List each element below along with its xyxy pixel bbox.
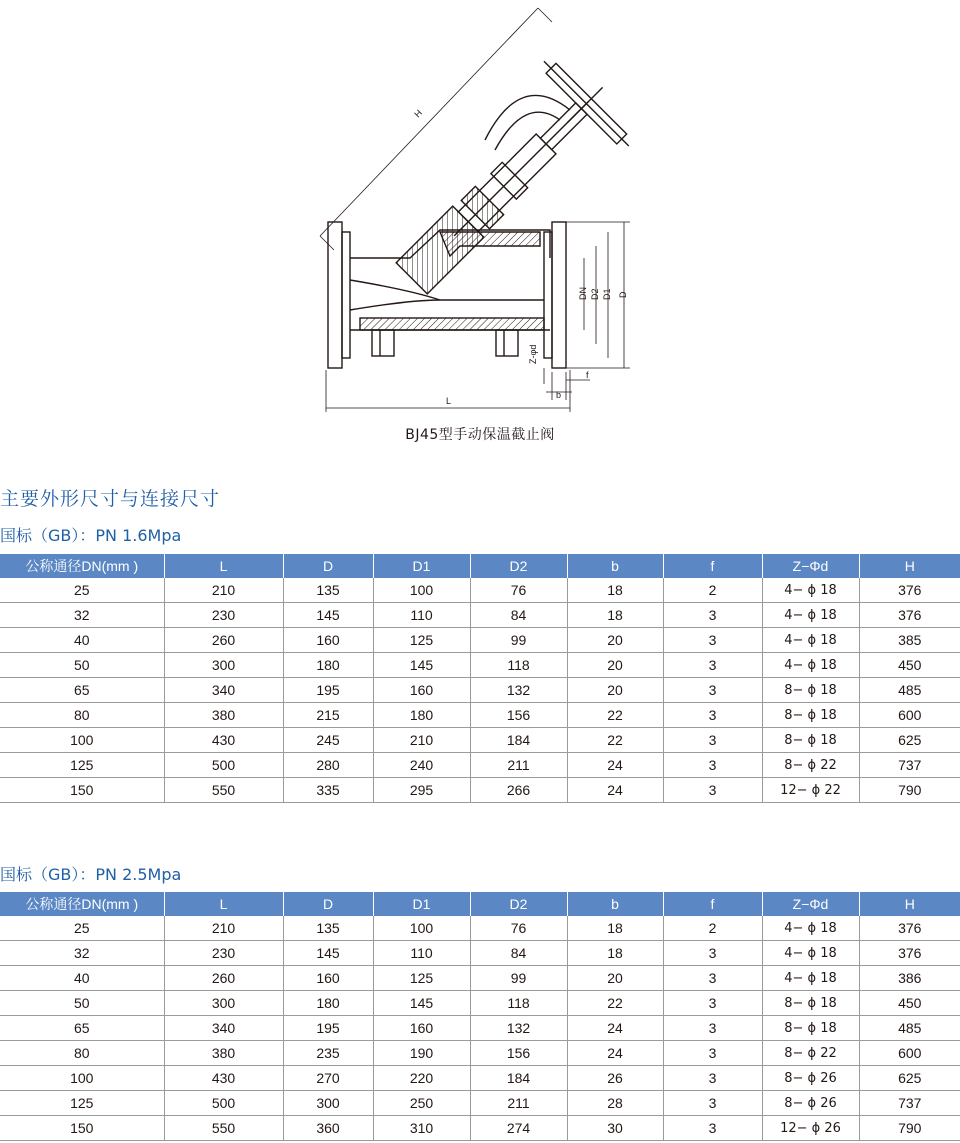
spec-table-pn25 [0,892,960,1141]
table-cell: 4− ϕ 18 [762,628,859,653]
table-body [0,578,960,803]
table-row [0,916,960,941]
table-cell: 20 [567,653,663,678]
column-header: L [164,554,283,578]
table-cell: 300 [283,1091,373,1116]
dim-label-b: b [556,390,562,400]
table-cell: 210 [164,578,283,603]
table-cell: 2 [663,916,762,941]
table-row [0,1041,960,1066]
table-cell: 3 [663,678,762,703]
table-cell: 150 [0,1116,164,1141]
table-cell: 340 [164,1016,283,1041]
table-cell: 3 [663,653,762,678]
table-cell: 310 [373,1116,470,1141]
table-cell: 376 [859,603,960,628]
table-cell: 30 [567,1116,663,1141]
table-cell: 376 [859,578,960,603]
table-cell: 274 [470,1116,567,1141]
dim-label-DN: DN [578,287,588,300]
table-cell: 380 [164,703,283,728]
table-cell: 99 [470,628,567,653]
table-cell: 160 [283,628,373,653]
table-cell: 24 [567,778,663,803]
column-header: D [283,892,373,916]
column-header: D2 [470,892,567,916]
table-cell: 160 [373,678,470,703]
table-cell: 84 [470,603,567,628]
table-row [0,678,960,703]
table-cell: 28 [567,1091,663,1116]
table-cell: 76 [470,578,567,603]
table-cell: 18 [567,916,663,941]
table-header-row [0,892,960,916]
column-header: 公称通径DN(mm ) [0,892,164,916]
dim-label-L: L [446,396,452,406]
table-cell: 156 [470,703,567,728]
table-cell: 25 [0,916,164,941]
table-cell: 550 [164,778,283,803]
table-cell: 40 [0,628,164,653]
table-cell: 250 [373,1091,470,1116]
table-cell: 790 [859,1116,960,1141]
section-title: 主要外形尺寸与连接尺寸 [0,488,221,510]
table-cell: 3 [663,703,762,728]
table-cell: 300 [164,991,283,1016]
table-cell: 8− ϕ 26 [762,1066,859,1091]
table-cell: 145 [373,991,470,1016]
drawing-caption: BJ45型手动保温截止阀 [405,427,555,443]
table-cell: 4− ϕ 18 [762,653,859,678]
table-cell: 625 [859,1066,960,1091]
table-cell: 3 [663,991,762,1016]
table-cell: 20 [567,966,663,991]
table-cell: 50 [0,991,164,1016]
table-cell: 195 [283,678,373,703]
table-cell: 386 [859,966,960,991]
table-1-title: 国标（GB）：PN 1.6Mpa [0,526,182,545]
table-cell: 135 [283,916,373,941]
dim-label-D: D [618,291,628,298]
column-header: H [859,892,960,916]
table-cell: 22 [567,728,663,753]
table-cell: 260 [164,628,283,653]
table-cell: 145 [373,653,470,678]
table-cell: 625 [859,728,960,753]
table-cell: 24 [567,1041,663,1066]
table-body [0,916,960,1141]
table-row [0,966,960,991]
table-cell: 110 [373,603,470,628]
table-cell: 4− ϕ 18 [762,941,859,966]
table-cell: 211 [470,753,567,778]
table-cell: 215 [283,703,373,728]
table-cell: 76 [470,916,567,941]
table-cell: 245 [283,728,373,753]
column-header: Z−Φd [762,892,859,916]
table-cell: 40 [0,966,164,991]
table-cell: 3 [663,603,762,628]
table-cell: 270 [283,1066,373,1091]
table-cell: 430 [164,1066,283,1091]
dim-label-D1: D1 [602,288,612,300]
table-cell: 737 [859,753,960,778]
table-cell: 24 [567,753,663,778]
column-header: H [859,554,960,578]
table-cell: 32 [0,941,164,966]
table-cell: 8− ϕ 22 [762,1041,859,1066]
table-row [0,991,960,1016]
table-cell: 376 [859,916,960,941]
column-header: D1 [373,554,470,578]
table-row [0,703,960,728]
table-cell: 12− ϕ 22 [762,778,859,803]
table-cell: 3 [663,941,762,966]
table-cell: 2 [663,578,762,603]
table-cell: 145 [283,603,373,628]
table-cell: 300 [164,653,283,678]
table-cell: 100 [0,728,164,753]
table-cell: 184 [470,728,567,753]
table-cell: 190 [373,1041,470,1066]
table-cell: 99 [470,966,567,991]
table-cell: 65 [0,1016,164,1041]
table-cell: 18 [567,578,663,603]
table-cell: 150 [0,778,164,803]
table-cell: 790 [859,778,960,803]
table-cell: 600 [859,703,960,728]
table-cell: 32 [0,603,164,628]
table-cell: 3 [663,1041,762,1066]
table-cell: 3 [663,728,762,753]
table-cell: 20 [567,628,663,653]
table-cell: 450 [859,991,960,1016]
table-cell: 230 [164,603,283,628]
table-row [0,941,960,966]
dim-label-f: f [586,370,589,380]
table-cell: 18 [567,603,663,628]
table-cell: 4− ϕ 18 [762,603,859,628]
table-cell: 3 [663,966,762,991]
table-cell: 132 [470,678,567,703]
table-cell: 4− ϕ 18 [762,966,859,991]
table-cell: 430 [164,728,283,753]
table-cell: 22 [567,991,663,1016]
table-cell: 210 [164,916,283,941]
table-row [0,1016,960,1041]
table-cell: 485 [859,1016,960,1041]
column-header: f [663,892,762,916]
column-header: D2 [470,554,567,578]
table-cell: 3 [663,1091,762,1116]
table-cell: 280 [283,753,373,778]
column-header: b [567,554,663,578]
table-cell: 118 [470,653,567,678]
table-cell: 600 [859,1041,960,1066]
column-header: b [567,892,663,916]
table-cell: 160 [373,1016,470,1041]
table-cell: 26 [567,1066,663,1091]
valve-drawing [290,0,670,420]
table-cell: 376 [859,941,960,966]
table-cell: 3 [663,1116,762,1141]
table-cell: 220 [373,1066,470,1091]
column-header: f [663,554,762,578]
table-cell: 145 [283,941,373,966]
table-cell: 184 [470,1066,567,1091]
table-row [0,1091,960,1116]
table-row [0,1116,960,1141]
table-cell: 125 [0,1091,164,1116]
table-cell: 8− ϕ 26 [762,1091,859,1116]
table-cell: 340 [164,678,283,703]
column-header: D1 [373,892,470,916]
table-row [0,753,960,778]
table-cell: 450 [859,653,960,678]
table-cell: 360 [283,1116,373,1141]
table-cell: 195 [283,1016,373,1041]
table-cell: 118 [470,991,567,1016]
table-cell: 260 [164,966,283,991]
table-cell: 125 [0,753,164,778]
table-2-title: 国标（GB）：PN 2.5Mpa [0,865,182,884]
table-cell: 8− ϕ 18 [762,703,859,728]
table-cell: 3 [663,778,762,803]
table-cell: 737 [859,1091,960,1116]
table-cell: 3 [663,1016,762,1041]
column-header: L [164,892,283,916]
table-cell: 3 [663,628,762,653]
table-row [0,603,960,628]
table-cell: 100 [373,578,470,603]
dim-label-D2: D2 [590,288,600,300]
table-cell: 8− ϕ 22 [762,753,859,778]
table-cell: 132 [470,1016,567,1041]
column-header: D [283,554,373,578]
table-cell: 18 [567,941,663,966]
table-cell: 135 [283,578,373,603]
table-cell: 160 [283,966,373,991]
table-row [0,628,960,653]
table-cell: 50 [0,653,164,678]
table-row [0,728,960,753]
table-cell: 8− ϕ 18 [762,991,859,1016]
table-cell: 65 [0,678,164,703]
table-cell: 335 [283,778,373,803]
table-cell: 80 [0,1041,164,1066]
spec-table-pn16 [0,554,960,803]
column-header: 公称通径DN(mm ) [0,554,164,578]
table-cell: 235 [283,1041,373,1066]
table-cell: 25 [0,578,164,603]
table-cell: 22 [567,703,663,728]
table-cell: 230 [164,941,283,966]
table-cell: 4− ϕ 18 [762,916,859,941]
table-cell: 210 [373,728,470,753]
table-cell: 180 [373,703,470,728]
table-cell: 500 [164,1091,283,1116]
table-cell: 8− ϕ 18 [762,1016,859,1041]
table-cell: 8− ϕ 18 [762,678,859,703]
table-row [0,1066,960,1091]
table-cell: 385 [859,628,960,653]
dim-label-zd: Z-φd [528,344,538,364]
table-cell: 211 [470,1091,567,1116]
table-cell: 240 [373,753,470,778]
table-cell: 125 [373,966,470,991]
table-cell: 180 [283,991,373,1016]
table-cell: 12− ϕ 26 [762,1116,859,1141]
table-cell: 380 [164,1041,283,1066]
table-cell: 550 [164,1116,283,1141]
column-header: Z−Φd [762,554,859,578]
table-cell: 485 [859,678,960,703]
table-cell: 4− ϕ 18 [762,578,859,603]
table-cell: 110 [373,941,470,966]
table-row [0,578,960,603]
table-cell: 500 [164,753,283,778]
table-cell: 266 [470,778,567,803]
table-cell: 80 [0,703,164,728]
table-cell: 295 [373,778,470,803]
table-cell: 8− ϕ 18 [762,728,859,753]
dim-label-H: H [412,107,425,120]
table-row [0,778,960,803]
table-cell: 3 [663,1066,762,1091]
table-cell: 20 [567,678,663,703]
table-cell: 156 [470,1041,567,1066]
table-cell: 24 [567,1016,663,1041]
table-cell: 125 [373,628,470,653]
table-header-row [0,554,960,578]
table-cell: 180 [283,653,373,678]
table-row [0,653,960,678]
table-cell: 84 [470,941,567,966]
table-cell: 100 [0,1066,164,1091]
table-cell: 3 [663,753,762,778]
table-cell: 100 [373,916,470,941]
